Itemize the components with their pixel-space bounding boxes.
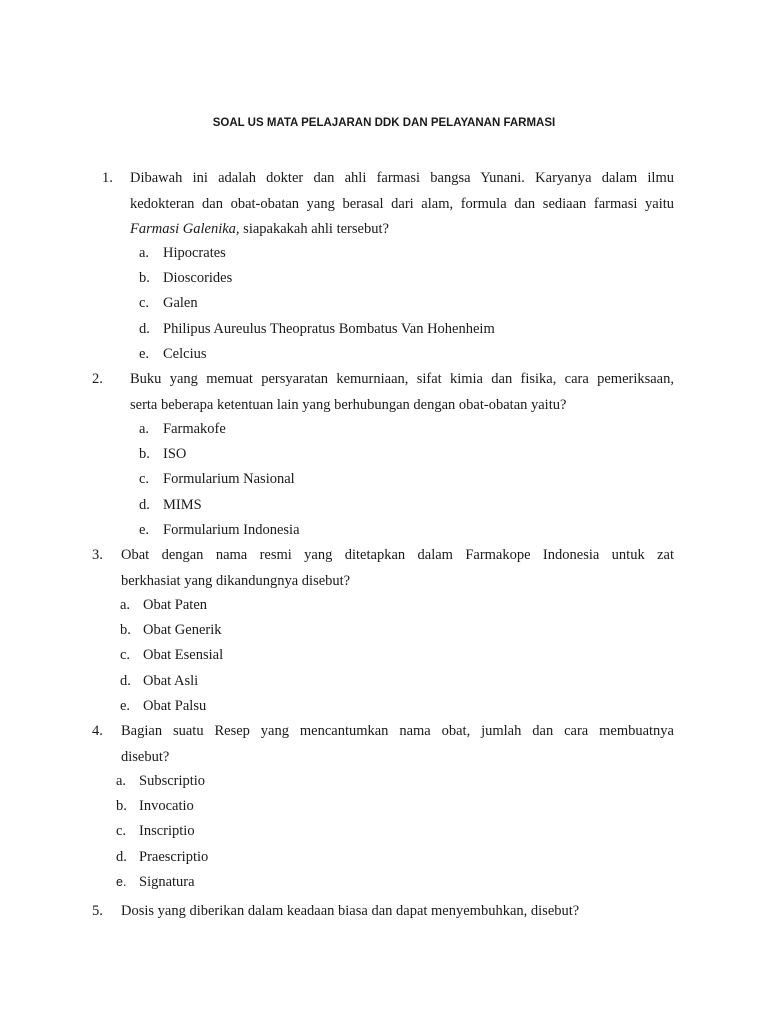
question-line-rest: siapakakah ahli tersebut?	[239, 221, 389, 237]
option-label: d.	[120, 672, 131, 689]
option-d[interactable]	[139, 317, 679, 342]
option-text: Inscriptio	[139, 823, 195, 840]
option-label: b.	[139, 270, 150, 287]
option-label: c.	[116, 823, 127, 840]
question-4	[0, 719, 768, 899]
question-line: Obat dengan nama resmi yang ditetapkan dalam Farmakope Indonesia untuk zat	[121, 547, 674, 563]
option-text: Invocatio	[139, 798, 194, 815]
option-c[interactable]	[116, 819, 656, 844]
question-5	[0, 899, 768, 929]
question-line: Bagian suatu Resep yang mencantumkan nama obat, jumlah dan cara membuatnya	[121, 723, 674, 739]
question-line: disebut?	[121, 748, 170, 765]
option-a[interactable]	[116, 769, 656, 794]
question-text	[121, 719, 674, 770]
option-d[interactable]	[120, 669, 660, 694]
option-text: MIMS	[163, 496, 202, 513]
document-title: SOAL US MATA PELAJARAN DDK DAN PELAYANAN FARMASI	[212, 117, 556, 129]
option-text: Obat Esensial	[143, 647, 224, 664]
option-c[interactable]	[139, 291, 679, 316]
option-a[interactable]	[139, 417, 679, 442]
question-line: Dibawah ini adalah dokter dan ahli farmasi bangsa Yunani. Karyanya dalam ilmu	[130, 170, 674, 186]
option-e[interactable]	[116, 870, 656, 895]
option-label: c.	[139, 295, 150, 312]
option-label: d.	[139, 496, 150, 513]
question-text	[121, 899, 674, 925]
question-number: 5.	[92, 903, 103, 919]
option-label: b.	[120, 622, 131, 639]
option-label: b.	[139, 446, 150, 463]
option-label: c.	[120, 647, 131, 664]
option-e[interactable]	[120, 694, 660, 719]
option-text: Galen	[163, 295, 198, 312]
option-text: Obat Palsu	[143, 697, 207, 714]
option-label: c.	[139, 471, 150, 488]
question-text	[121, 543, 674, 594]
option-text: Subscriptio	[139, 773, 206, 789]
option-label: a.	[139, 421, 150, 437]
option-label: a.	[139, 245, 150, 261]
option-a[interactable]	[120, 593, 660, 618]
option-c[interactable]	[120, 643, 660, 668]
option-text: Celcius	[163, 345, 207, 362]
option-e[interactable]	[139, 518, 679, 543]
option-e[interactable]	[139, 342, 679, 367]
option-text: Formularium Indonesia	[163, 521, 300, 538]
option-text: Obat Paten	[143, 597, 208, 613]
option-text: Praescriptio	[139, 848, 209, 865]
option-label: b.	[116, 798, 127, 815]
option-label: e.	[120, 697, 131, 714]
question-line: Buku yang memuat persyaratan kemurniaan, sifat kimia dan fisika, cara pemeriksaan,	[130, 371, 674, 387]
option-text: Obat Generik	[143, 622, 222, 639]
question-line: berkhasiat yang dikandungnya disebut?	[121, 572, 351, 589]
question-number: 3.	[92, 547, 103, 563]
option-text: Philipus Aureulus Theopratus Bombatus Van Hohenheim	[163, 320, 495, 337]
question-text	[130, 166, 674, 243]
question-line: serta beberapa ketentuan lain yang berhubungan dengan obat-obatan yaitu?	[130, 396, 567, 413]
option-b[interactable]	[116, 794, 656, 819]
question-line: kedokteran dan obat-obatan yang berasal dari alam, formula dan sediaan farmasi yaitu	[130, 195, 674, 212]
option-text: ISO	[163, 446, 187, 463]
option-a[interactable]	[139, 241, 679, 266]
question-number: 4.	[92, 723, 103, 739]
question-number: 1.	[102, 170, 113, 186]
question-2	[0, 367, 768, 547]
option-d[interactable]	[139, 493, 679, 518]
option-b[interactable]	[139, 266, 679, 291]
option-label: e.	[139, 345, 150, 362]
question-text	[130, 367, 674, 418]
option-text: Hipocrates	[163, 245, 226, 261]
option-label: a.	[116, 773, 127, 789]
question-3	[0, 543, 768, 723]
question-line: Dosis yang diberikan dalam keadaan biasa dan dapat menyembuhkan, disebut?	[121, 903, 580, 919]
option-text: Signatura	[139, 873, 195, 890]
question-number: 2.	[92, 371, 103, 387]
option-list	[139, 417, 679, 543]
question-1	[0, 166, 768, 366]
option-label: e.	[116, 874, 127, 889]
option-text: Dioscorides	[163, 270, 233, 287]
option-label: a.	[120, 597, 131, 613]
option-list	[120, 593, 660, 719]
italic-term: Farmasi Galenika,	[130, 221, 240, 237]
option-b[interactable]	[139, 442, 679, 467]
option-text: Farmakofe	[163, 421, 226, 437]
option-c[interactable]	[139, 467, 679, 492]
option-text: Obat Asli	[143, 672, 199, 689]
question-line	[130, 217, 674, 243]
option-list	[139, 241, 679, 367]
option-label: e.	[139, 521, 150, 538]
option-list	[116, 769, 656, 895]
option-label: d.	[116, 848, 127, 865]
option-b[interactable]	[120, 618, 660, 643]
option-text: Formularium Nasional	[163, 471, 295, 488]
option-label: d.	[139, 320, 150, 337]
option-d[interactable]	[116, 845, 656, 870]
